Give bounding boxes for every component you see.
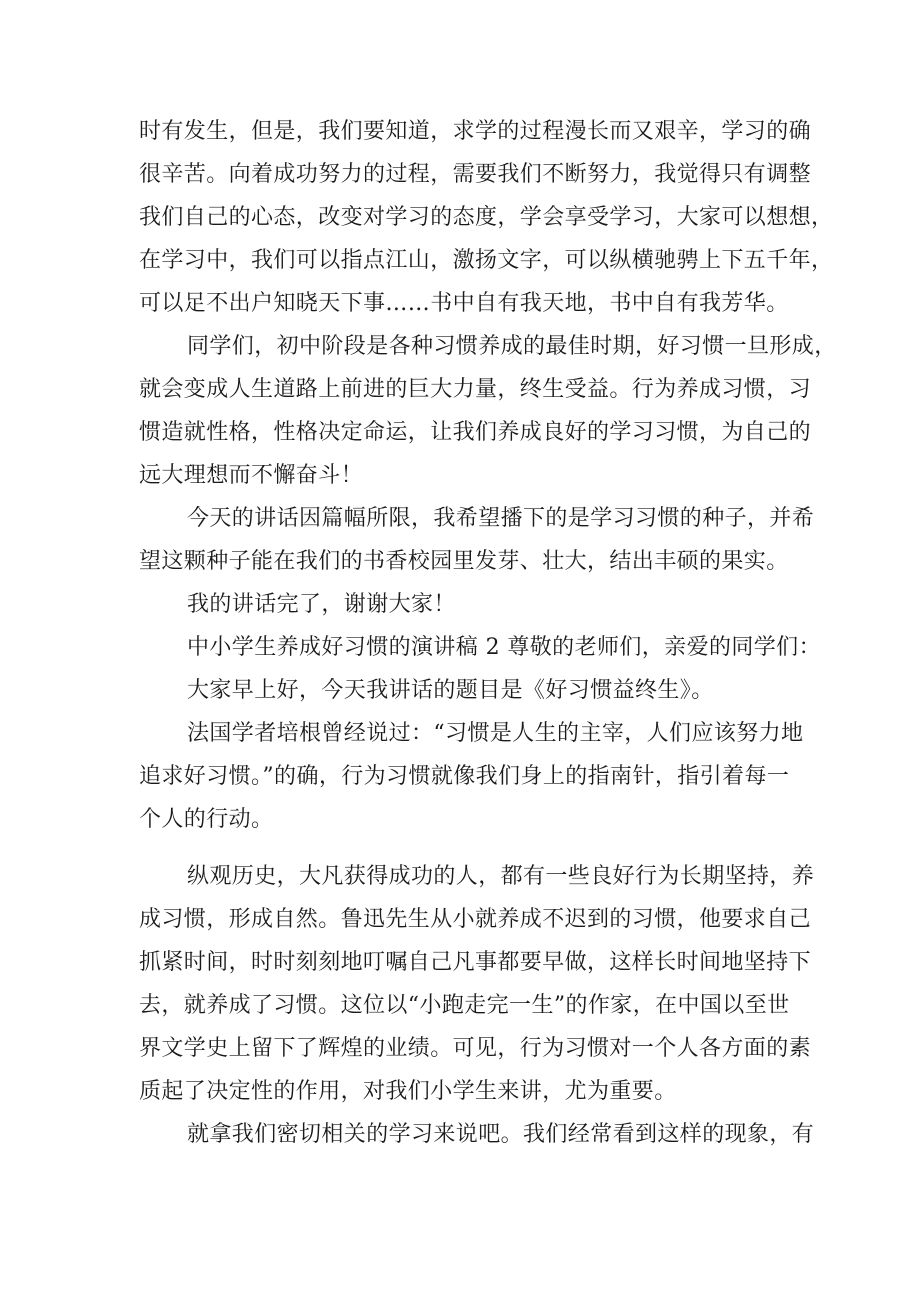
text-line: 我们自己的心态，改变对学习的态度，学会享受学习，大家可以想想， bbox=[139, 205, 834, 230]
text-line: 就会变成人生道路上前进的巨大力量，终生受益。行为养成习惯，习 bbox=[139, 377, 812, 402]
text-line: 在学习中，我们可以指点江山，激扬文字，可以纵横驰骋上下五千年， bbox=[139, 248, 834, 273]
text-line: 可以足不出户知晓天下事……书中自有我天地，书中自有我芳华。 bbox=[139, 291, 789, 316]
text-line: 很辛苦。向着成功努力的过程，需要我们不断努力，我觉得只有调整 bbox=[139, 162, 812, 187]
text-line: 个人的行动。 bbox=[139, 807, 274, 832]
text-line: 质起了决定性的作用，对我们小学生来讲，尤为重要。 bbox=[139, 1079, 677, 1104]
text-line: 我的讲话完了，谢谢大家！ bbox=[187, 592, 456, 617]
text-line: 今天的讲话因篇幅所限，我希望播下的是学习习惯的种子，并希 bbox=[187, 506, 815, 531]
text-line: 望这颗种子能在我们的书香校园里发芽、壮大，结出丰硕的果实。 bbox=[139, 549, 789, 574]
text-line: 追求好习惯。”的确，行为习惯就像我们身上的指南针，指引着每一 bbox=[139, 764, 790, 789]
text-line: 去，就养成了习惯。这位以“小跑走完一生”的作家，在中国以至世 bbox=[139, 993, 790, 1018]
text-line: 抓紧时间，时时刻刻地叮嘱自己凡事都要早做，这样长时间地坚持下 bbox=[139, 950, 812, 975]
text-line: 界文学史上留下了辉煌的业绩。可见，行为习惯对一个人各方面的素 bbox=[139, 1036, 812, 1061]
text-line: 时有发生，但是，我们要知道，求学的过程漫长而又艰辛，学习的确 bbox=[139, 119, 812, 144]
text-line: 惯造就性格，性格决定命运，让我们养成良好的学习习惯，为自己的 bbox=[139, 420, 812, 445]
text-line: 远大理想而不懈奋斗！ bbox=[139, 463, 364, 488]
text-line: 中小学生养成好习惯的演讲稿 2 尊敬的老师们，亲爱的同学们： bbox=[187, 635, 821, 660]
text-line: 成习惯，形成自然。鲁迅先生从小就养成不迟到的习惯，他要求自己 bbox=[139, 907, 812, 932]
text-line: 同学们，初中阶段是各种习惯养成的最佳时期，好习惯一旦形成， bbox=[187, 334, 837, 359]
text-line: 纵观历史，大凡获得成功的人，都有一些良好行为长期坚持，养 bbox=[187, 864, 815, 889]
text-line: 就拿我们密切相关的学习来说吧。我们经常看到这样的现象，有 bbox=[187, 1122, 815, 1147]
text-line: 大家早上好，今天我讲话的题目是《好习惯益终生》。 bbox=[187, 678, 714, 703]
text-line: 法国学者培根曾经说过：“习惯是人生的主宰，人们应该努力地 bbox=[187, 721, 804, 746]
document-body bbox=[139, 110, 837, 1156]
